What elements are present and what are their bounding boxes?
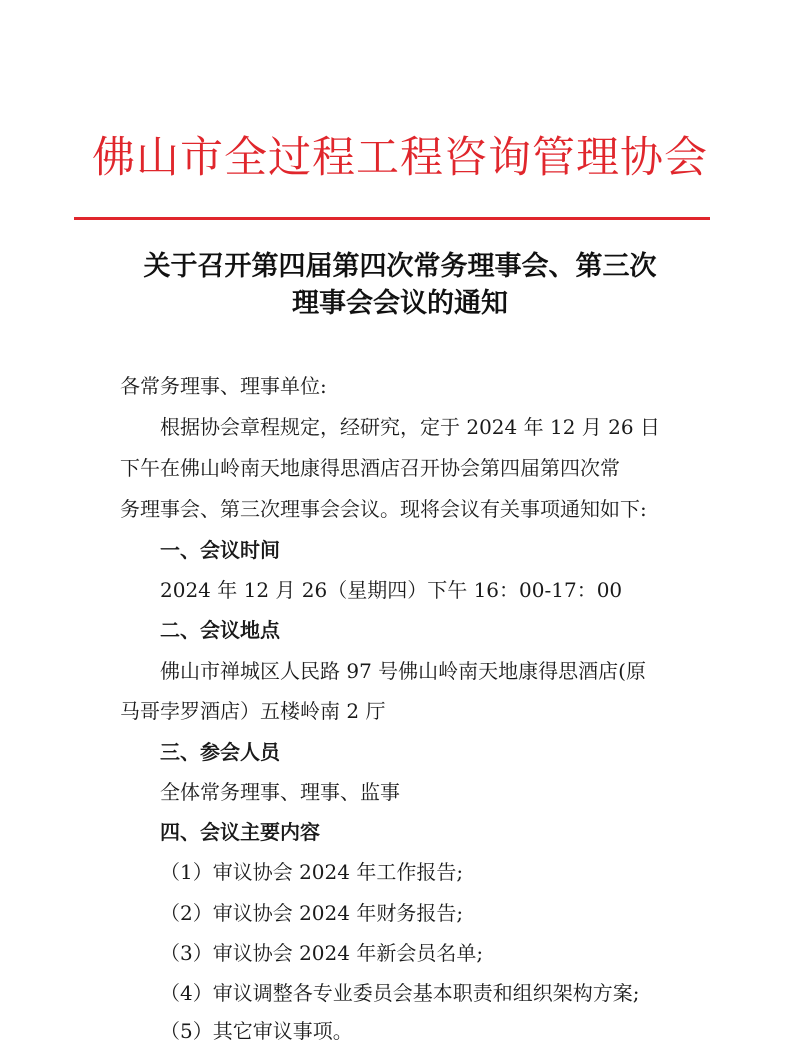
meeting-location-line-1: 佛山市禅城区人民路 97 号佛山岭南天地康得思酒店(原 [160, 659, 646, 683]
attendees-text: 全体常务理事、理事、监事 [160, 780, 400, 804]
agenda-item-5: （5）其它审议事项。 [160, 1019, 353, 1043]
section-heading-time: 一、会议时间 [160, 538, 280, 562]
agenda-item-3: （3）审议协会 2024 年新会员名单; [160, 941, 484, 965]
header-red-rule [74, 217, 710, 220]
document-title-line-1: 关于召开第四届第四次常务理事会、第三次 [143, 251, 657, 282]
section-heading-attendees: 三、参会人员 [160, 740, 280, 764]
salutation: 各常务理事、理事单位: [120, 374, 327, 398]
agenda-item-1: （1）审议协会 2024 年工作报告; [160, 860, 464, 884]
meeting-time-text: 2024 年 12 月 26（星期四）下午 16：00-17：00 [160, 578, 623, 602]
intro-line-3: 务理事会、第三次理事会会议。现将会议有关事项通知如下: [120, 497, 647, 521]
document-title-line-2: 理事会会议的通知 [292, 288, 508, 319]
agenda-item-4: （4）审议调整各专业委员会基本职责和组织架构方案; [160, 981, 640, 1005]
intro-line-2: 下午在佛山岭南天地康得思酒店召开协会第四届第四次常 [120, 456, 620, 480]
agenda-item-2: （2）审议协会 2024 年财务报告; [160, 901, 464, 925]
section-heading-agenda: 四、会议主要内容 [160, 820, 320, 844]
section-heading-location: 二、会议地点 [160, 618, 280, 642]
meeting-location-line-2: 马哥孛罗酒店）五楼岭南 2 厅 [120, 699, 386, 723]
org-name-header: 佛山市全过程工程咨询管理协会 [92, 133, 708, 183]
intro-line-1: 根据协会章程规定，经研究，定于 2024 年 12 月 26 日 [160, 415, 660, 439]
